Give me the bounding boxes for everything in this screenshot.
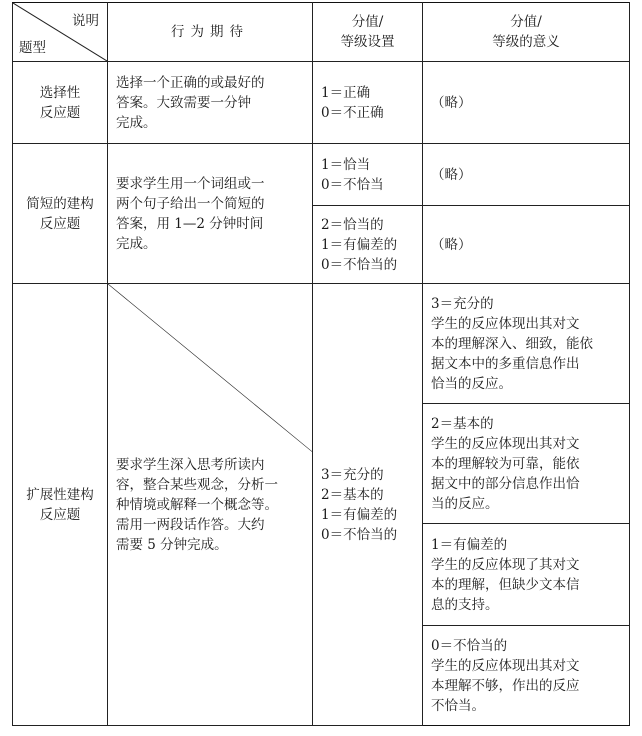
type-line: 简短的建构 [26, 195, 94, 212]
type-line: 扩展性建构 [26, 486, 94, 503]
type-selection [13, 62, 108, 144]
behavior-extended [108, 284, 313, 726]
meaning-line: 息的支持。 [431, 596, 499, 613]
meaning-line: 本的理解，但缺少文本信 [431, 576, 580, 593]
score-line: 0＝不恰当的 [321, 526, 398, 543]
header-score-setting-line: 分值/ [351, 14, 384, 30]
behavior-line: 答案，用 1—2 分钟时间 [116, 215, 264, 232]
meaning-line: 据文本中的多重信息作出 [431, 355, 580, 372]
meaning-line: 0＝不恰当的 [431, 637, 508, 654]
type-short [13, 144, 108, 284]
behavior-line: 完成。 [116, 114, 157, 131]
score-line: 1＝有偏差的 [321, 506, 398, 523]
score-selection [313, 62, 423, 144]
meaning-omitted: （略） [431, 236, 472, 253]
meaning-line: 1＝有偏差的 [431, 536, 508, 553]
score-line: 2＝恰当的 [321, 216, 384, 233]
score-line: 0＝不正确 [321, 104, 384, 121]
rubric-table [12, 2, 630, 726]
score-line: 1＝恰当 [321, 156, 371, 173]
header-row [13, 3, 630, 62]
header-score-setting [313, 3, 423, 62]
row-short-a [13, 144, 630, 206]
corner-header-question-type: 题型 [19, 40, 46, 56]
behavior-line: 需用一两段话作答。大约 [116, 516, 265, 533]
score-line: 0＝不恰当的 [321, 256, 398, 273]
score-line: 0＝不恰当 [321, 176, 384, 193]
type-line: 反应题 [39, 104, 81, 121]
behavior-line: 种情境或解释一个概念等。 [116, 496, 278, 513]
meaning-line: 学生的反应体现出其对文 [431, 657, 580, 674]
header-score-meaning-line: 分值/ [510, 14, 542, 30]
score-extended [313, 284, 423, 726]
row-selection [13, 62, 630, 144]
corner-header-cell [13, 3, 108, 62]
score-line: 3＝充分的 [321, 466, 384, 483]
meaning-short-a [423, 144, 630, 206]
score-short-b [313, 206, 423, 284]
score-line: 1＝正确 [321, 84, 371, 101]
corner-header-description: 说明 [72, 13, 99, 29]
meaning-line: 2＝基本的 [431, 415, 494, 432]
header-score-setting-line: 等级设置 [340, 34, 395, 50]
behavior-line: 答案。大致需要一分钟 [116, 94, 251, 111]
meaning-extended-0 [423, 626, 630, 726]
behavior-short [108, 144, 313, 284]
header-behavior [108, 3, 313, 62]
behavior-line: 容，整合某些观念，分析一 [116, 476, 278, 493]
meaning-line: 不恰当。 [431, 697, 485, 714]
header-score-meaning-line: 等级的意义 [492, 34, 560, 50]
type-line: 选择性 [39, 84, 81, 101]
score-line: 1＝有偏差的 [321, 236, 398, 253]
behavior-selection [108, 62, 313, 144]
meaning-line: 学生的反应体现了其对文 [431, 556, 580, 573]
meaning-selection [423, 62, 630, 144]
behavior-line: 要求学生深入思考所读内 [116, 456, 265, 473]
header-behavior-label: 行为期待 [171, 24, 249, 40]
meaning-extended-2 [423, 404, 630, 524]
meaning-line: 本的理解深入、细致，能依 [431, 335, 593, 352]
meaning-line: 学生的反应体现出其对文 [431, 315, 580, 332]
behavior-line: 两个句子给出一个简短的 [116, 195, 265, 212]
type-extended [13, 284, 108, 726]
type-line: 反应题 [39, 215, 81, 232]
meaning-line: 本理解不够，作出的反应 [431, 677, 580, 694]
meaning-extended-1 [423, 524, 630, 626]
meaning-line: 当的反应。 [431, 495, 499, 512]
meaning-omitted: （略） [431, 94, 472, 111]
behavior-line: 需要 5 分钟完成。 [116, 536, 228, 553]
behavior-line: 要求学生用一个词组或一 [116, 175, 265, 192]
score-short-a [313, 144, 423, 206]
meaning-line: 恰当的反应。 [431, 375, 512, 392]
type-line: 反应题 [39, 506, 81, 523]
meaning-extended-3 [423, 284, 630, 404]
behavior-line: 完成。 [116, 235, 157, 252]
meaning-line: 本的理解较为可靠，能依 [431, 455, 580, 472]
meaning-omitted: （略） [431, 166, 472, 183]
header-score-meaning [423, 3, 630, 62]
meaning-line: 3＝充分的 [431, 295, 494, 312]
meaning-line: 学生的反应体现出其对文 [431, 435, 580, 452]
meaning-line: 据文中的部分信息作出恰 [431, 475, 580, 492]
meaning-short-b [423, 206, 630, 284]
row-extended-3 [13, 284, 630, 404]
score-line: 2＝基本的 [321, 486, 384, 503]
behavior-line: 选择一个正确的或最好的 [116, 74, 265, 91]
